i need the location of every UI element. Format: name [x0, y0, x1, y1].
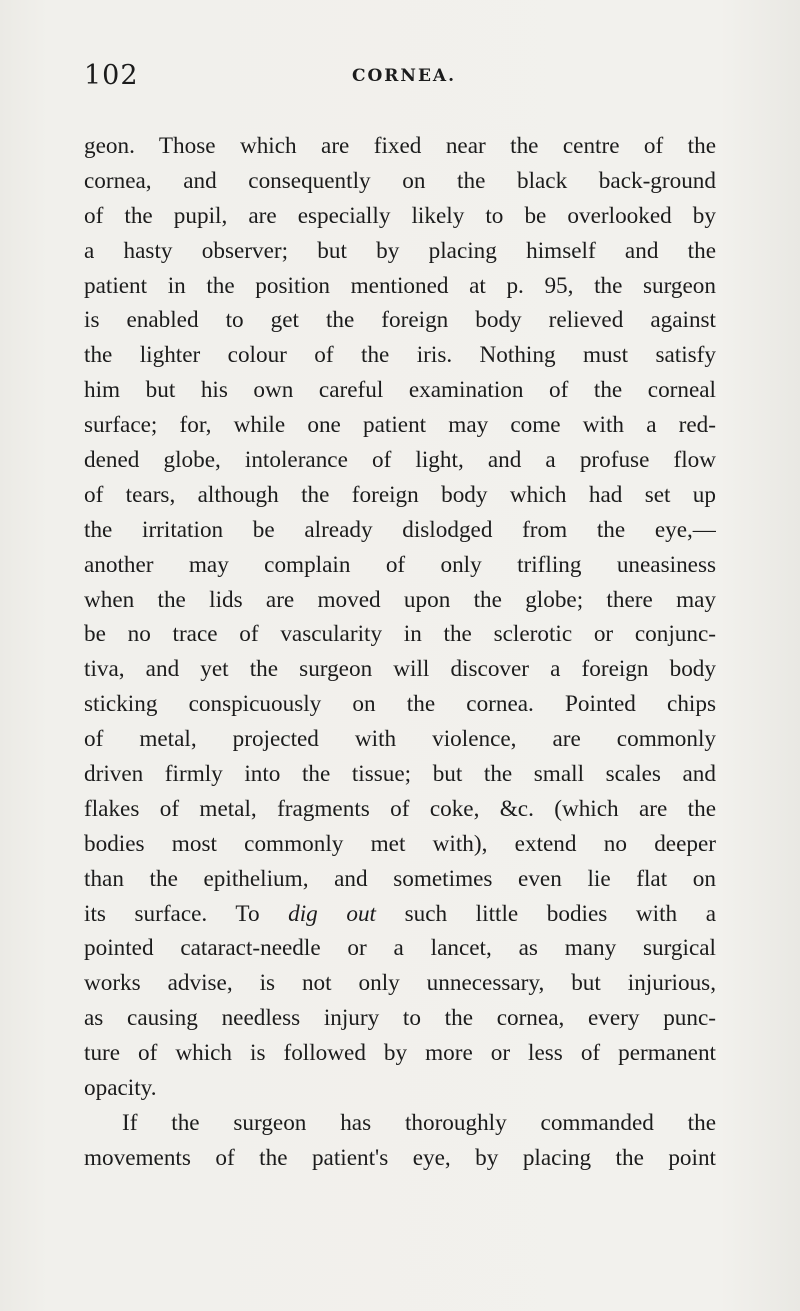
text-segment: such little bodies with a — [376, 900, 716, 927]
text-line: the lighter colour of the iris. Nothing must satisfy — [84, 342, 716, 369]
text-line: when the lids are moved upon the globe; there may — [84, 586, 716, 613]
text-line: ture of which is followed by more or less of permanent — [84, 1040, 716, 1067]
text-line: driven firmly into the tissue; but the small scales and — [84, 761, 716, 788]
text-line: bodies most commonly met with), extend no deeper — [84, 830, 716, 857]
text-line: sticking conspicuously on the cornea. Pointed chips — [84, 691, 716, 718]
text-line: surface; for, while one patient may come with a red- — [84, 412, 716, 439]
text-line: cornea, and consequently on the black back-ground — [84, 167, 716, 194]
text-line: works advise, is not only unnecessary, but injurious, — [84, 970, 716, 997]
page-header — [84, 60, 724, 96]
text-line: as causing needless injury to the cornea, every punc- — [84, 1005, 716, 1032]
text-segment: its surface. To — [84, 900, 289, 927]
text-line: patient in the position mentioned at p. 95, the surgeon — [84, 272, 716, 299]
text-line: than the epithelium, and sometimes even lie flat on — [84, 865, 716, 892]
text-line: the irritation be already dislodged from the eye,— — [84, 516, 716, 543]
text-line: pointed cataract-needle or a lancet, as many surgical — [84, 935, 716, 962]
running-head: CORNEA. — [351, 66, 457, 86]
text-line: is enabled to get the foreign body relieved against — [84, 307, 716, 334]
text-line: of metal, projected with violence, are commonly — [84, 726, 716, 753]
page-number: 102 — [84, 60, 139, 91]
text-line: dened globe, intolerance of light, and a profuse flow — [84, 447, 716, 474]
text-line — [84, 897, 716, 932]
text-line: tiva, and yet the surgeon will discover a foreign body — [84, 656, 716, 683]
text-line: of tears, although the foreign body which had set up — [84, 481, 716, 508]
text-line: opacity. — [84, 1075, 157, 1102]
body-text — [84, 129, 716, 1176]
text-line: If the surgeon has thoroughly commanded the — [122, 1109, 716, 1136]
text-line: another may complain of only trifling uneasiness — [84, 551, 716, 578]
italic-phrase: dig out — [288, 900, 376, 927]
text-line: be no trace of vascularity in the sclerotic or conjunc- — [84, 621, 716, 648]
text-line: flakes of metal, fragments of coke, &c. (which are the — [84, 795, 716, 822]
text-line: a hasty observer; but by placing himself and the — [84, 237, 716, 264]
text-line: him but his own careful examination of the corneal — [84, 377, 716, 404]
text-line: geon. Those which are fixed near the centre of the — [84, 133, 716, 159]
text-line: of the pupil, are especially likely to be overlooked by — [84, 202, 716, 229]
text-line: movements of the patient's eye, by placing the point — [84, 1144, 716, 1171]
